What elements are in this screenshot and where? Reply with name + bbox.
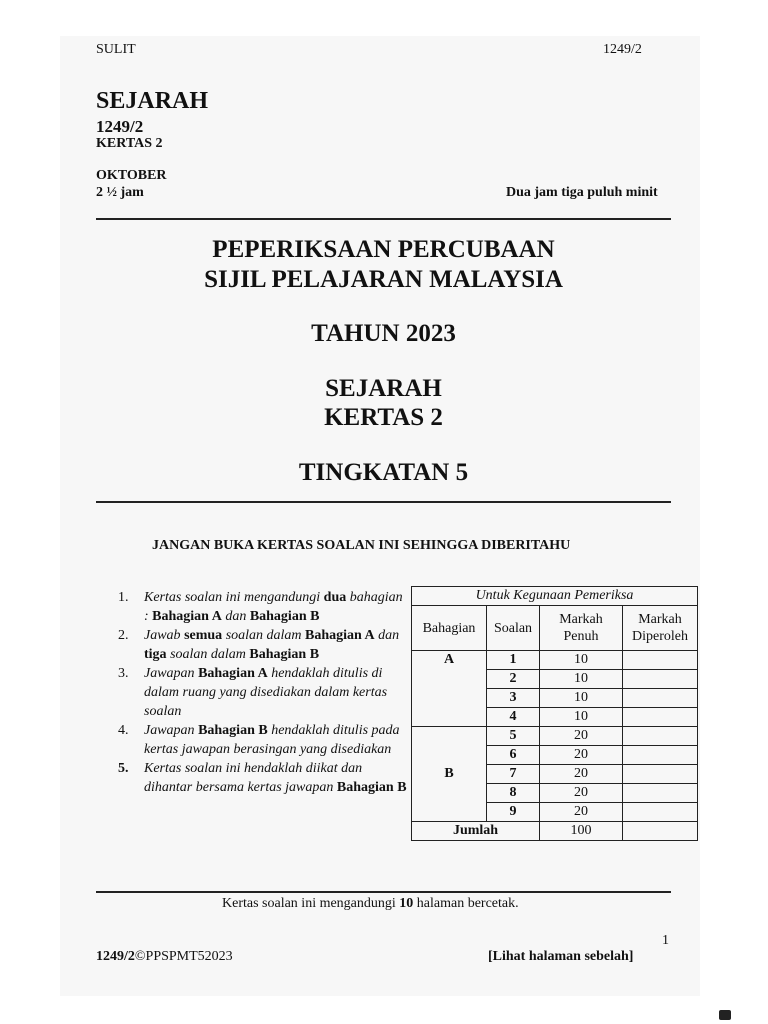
instruction-item xyxy=(118,721,408,759)
instruction-number: 3. xyxy=(118,666,129,681)
instruction-phrase: soalan dalam xyxy=(166,647,250,662)
instruction-emphasis: Bahagian B xyxy=(336,780,407,795)
instruction-phrase: Jawab xyxy=(144,628,185,643)
cover-subject: SEJARAH xyxy=(96,88,209,114)
full-marks-cell: 20 xyxy=(540,765,623,784)
instruction-emphasis: Bahagian B xyxy=(249,609,320,624)
instruction-phrase: dan xyxy=(374,628,400,643)
examiner-table xyxy=(411,586,698,841)
total-label: Jumlah xyxy=(412,822,540,841)
full-marks-cell: 20 xyxy=(540,746,623,765)
header-sulit: SULIT xyxy=(96,42,136,57)
instruction-phrase: Jawapan xyxy=(144,723,199,738)
header-obtained-marks: Markah Diperoleh xyxy=(623,606,698,651)
instruction-phrase: hendaklah ditulis pada kertas jawapan berasingan yang disediakan xyxy=(144,723,400,757)
table-row xyxy=(412,727,698,746)
header-code: 1249/2 xyxy=(603,42,642,57)
instruction-phrase: Kertas soalan ini mengandungi xyxy=(144,590,324,605)
question-cell: 6 xyxy=(487,746,540,765)
cover-month: OKTOBER xyxy=(96,168,167,183)
header-question: Soalan xyxy=(487,606,540,651)
title-paper: KERTAS 2 xyxy=(324,404,443,431)
warning-text: JANGAN BUKA KERTAS SOALAN INI SEHINGGA DIBERITAHU xyxy=(152,538,571,553)
full-marks-cell: 20 xyxy=(540,803,623,822)
section-cell: A xyxy=(412,651,487,727)
header-section: Bahagian xyxy=(412,606,487,651)
table-row xyxy=(412,651,698,670)
obtained-marks-cell[interactable] xyxy=(623,803,698,822)
pages-note-after: halaman bercetak. xyxy=(413,896,519,911)
question-cell: 3 xyxy=(487,689,540,708)
instruction-number: 5. xyxy=(118,761,129,776)
instruction-emphasis: Bahagian A xyxy=(198,666,268,681)
full-marks-cell: 20 xyxy=(540,727,623,746)
instruction-phrase: bahagian : xyxy=(144,590,403,624)
instruction-phrase: dan xyxy=(221,609,250,624)
instruction-number: 4. xyxy=(118,723,129,738)
obtained-marks-cell[interactable] xyxy=(623,670,698,689)
full-marks-cell: 20 xyxy=(540,784,623,803)
pages-note xyxy=(222,896,519,912)
instruction-emphasis: semua xyxy=(184,628,223,643)
title-line1: PEPERIKSAAN PERCUBAAN xyxy=(212,236,555,263)
title-subject: SEJARAH xyxy=(325,375,442,402)
instruction-item xyxy=(118,759,408,797)
footer-code-rest: ©PPSPMT52023 xyxy=(134,949,233,964)
footer-code-bold: 1249/2 xyxy=(96,949,135,964)
instruction-emphasis: dua xyxy=(323,590,347,605)
next-page-note: [Lihat halaman sebelah] xyxy=(488,949,634,964)
obtained-marks-cell[interactable] xyxy=(623,727,698,746)
title-line2: SIJIL PELAJARAN MALAYSIA xyxy=(204,266,563,293)
divider-mid xyxy=(96,501,671,503)
full-marks-cell: 10 xyxy=(540,689,623,708)
instruction-item xyxy=(118,664,408,721)
instruction-phrase: hendaklah ditulis di dalam ruang yang disediakan dalam kertas soalan xyxy=(144,666,388,719)
question-cell: 2 xyxy=(487,670,540,689)
instruction-text xyxy=(144,664,408,721)
title-year: TAHUN 2023 xyxy=(311,320,456,347)
cover-code: 1249/2 xyxy=(96,117,144,136)
full-marks-cell: 10 xyxy=(540,708,623,727)
page-number: 1 xyxy=(662,933,669,948)
obtained-marks-cell[interactable] xyxy=(623,708,698,727)
total-value: 100 xyxy=(540,822,623,841)
instruction-item xyxy=(118,626,408,664)
instruction-text xyxy=(144,626,408,664)
obtained-marks-cell[interactable] xyxy=(623,651,698,670)
instruction-text xyxy=(144,759,408,797)
pages-note-before: Kertas soalan ini mengandungi xyxy=(222,896,400,911)
header-full-marks: Markah Penuh xyxy=(540,606,623,651)
cover-paper: KERTAS 2 xyxy=(96,136,163,151)
instruction-emphasis: Bahagian A xyxy=(305,628,375,643)
instruction-emphasis: tiga xyxy=(144,647,167,662)
instruction-item xyxy=(118,588,408,626)
cover-duration-long: Dua jam tiga puluh minit xyxy=(506,185,658,200)
pages-count: 10 xyxy=(399,896,414,911)
question-cell: 8 xyxy=(487,784,540,803)
instructions-list xyxy=(118,588,408,797)
title-form: TINGKATAN 5 xyxy=(298,459,469,486)
instruction-phrase: Kertas soalan ini hendaklah diikat dan dihantar bersama kertas jawapan xyxy=(144,761,363,795)
question-cell: 4 xyxy=(487,708,540,727)
full-marks-cell: 10 xyxy=(540,670,623,689)
total-obtained-cell[interactable] xyxy=(623,822,698,841)
instruction-phrase: Jawapan xyxy=(144,666,199,681)
instruction-phrase: soalan dalam xyxy=(222,628,306,643)
table-caption: Untuk Kegunaan Pemeriksa xyxy=(412,587,698,606)
question-cell: 5 xyxy=(487,727,540,746)
question-cell: 1 xyxy=(487,651,540,670)
full-marks-cell: 10 xyxy=(540,651,623,670)
divider-top xyxy=(96,218,671,220)
question-cell: 9 xyxy=(487,803,540,822)
obtained-marks-cell[interactable] xyxy=(623,746,698,765)
instruction-number: 1. xyxy=(118,590,129,605)
obtained-marks-cell[interactable] xyxy=(623,784,698,803)
instruction-emphasis: Bahagian A xyxy=(152,609,222,624)
section-cell: B xyxy=(412,727,487,822)
instruction-text xyxy=(144,721,408,759)
instruction-emphasis: Bahagian B xyxy=(198,723,268,738)
instruction-text xyxy=(144,588,408,626)
question-cell: 7 xyxy=(487,765,540,784)
obtained-marks-cell[interactable] xyxy=(623,765,698,784)
cover-duration-short: 2 ½ jam xyxy=(96,185,144,200)
footer-code xyxy=(96,949,233,965)
divider-bottom xyxy=(96,891,671,893)
viewer-badge-icon xyxy=(719,1010,731,1020)
table-body xyxy=(412,651,698,822)
instruction-emphasis: Bahagian B xyxy=(249,647,320,662)
obtained-marks-cell[interactable] xyxy=(623,689,698,708)
instruction-number: 2. xyxy=(118,628,129,643)
